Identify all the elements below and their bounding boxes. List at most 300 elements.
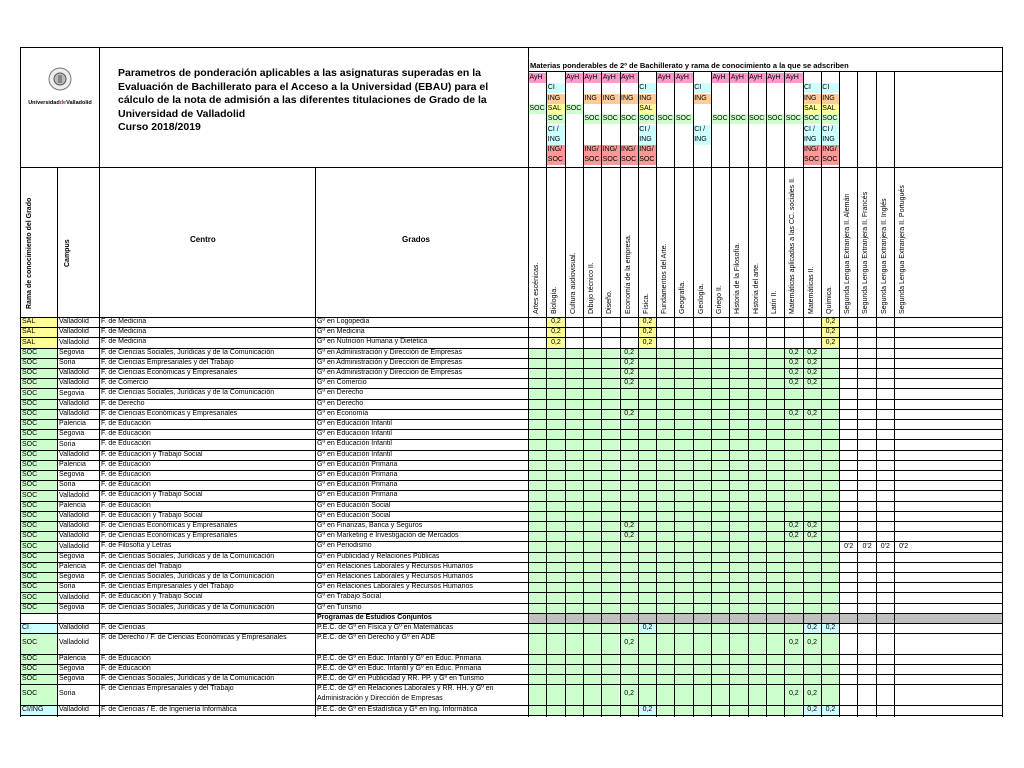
subject-cell-bg	[547, 349, 564, 358]
subject-cell-bg	[712, 400, 729, 409]
subject-tag: ING	[803, 135, 821, 145]
subject-cell-bg	[712, 389, 729, 398]
weight-value: 0'2	[880, 542, 890, 550]
subject-cell-bg	[675, 563, 692, 572]
weight-value: 0,2	[624, 690, 635, 698]
subject-cell-bg	[767, 359, 784, 368]
subject-cell-bg	[694, 706, 711, 715]
subject-cell-bg	[602, 318, 619, 327]
subject-cell-bg	[730, 522, 747, 531]
subject-cell-bg	[694, 389, 711, 398]
subject-cell-bg	[675, 461, 692, 470]
centro-label: F. de Educación y Trabajo Social	[101, 491, 203, 499]
subject-cell-bg	[675, 349, 692, 358]
weight-value: 0,2	[825, 318, 836, 326]
subject-cell-bg	[547, 583, 564, 592]
weight-value: 0,2	[807, 379, 818, 387]
title-line-2: Evaluación de Bachillerato para el Acceso a la Universidad (EBAU) para el	[118, 80, 489, 93]
subject-cell-bg	[840, 328, 857, 337]
campus-label: Segovia	[59, 603, 85, 611]
subject-tag: ING/	[602, 145, 620, 155]
subject-cell-bg	[639, 655, 656, 664]
subject-cell-bg	[895, 420, 912, 429]
centro-label: F. de Ciencias	[101, 624, 145, 631]
subject-cell-bg	[767, 420, 784, 429]
subject-cell-bg	[675, 471, 692, 480]
subject-cell-bg	[584, 532, 601, 541]
rama-label: SOC	[22, 369, 38, 377]
subject-name: Artes escénicas.	[533, 262, 540, 314]
subject-cell-bg	[694, 593, 711, 602]
subject-cell-bg	[694, 451, 711, 460]
weight-value: 0,2	[807, 358, 818, 366]
subject-cell-bg	[840, 338, 857, 347]
campus-label: Soria	[59, 583, 76, 591]
subject-cell-bg	[694, 583, 711, 592]
subject-cell-bg	[621, 563, 638, 572]
subject-cell-bg	[602, 634, 619, 653]
subject-cell-bg	[529, 338, 546, 347]
subject-cell-bg	[822, 553, 839, 562]
subject-cell-bg	[584, 400, 601, 409]
subject-cell-bg	[840, 440, 857, 449]
subject-cell-bg	[602, 604, 619, 613]
subject-cell-bg	[712, 379, 729, 388]
subject-cell-bg	[895, 318, 912, 327]
subject-cell-bg	[767, 491, 784, 500]
subject-cell-bg	[822, 655, 839, 664]
weight-value: 0'2	[899, 542, 909, 550]
grado-label: Gº en Publicidad y Relaciones Públicas	[317, 552, 440, 560]
subject-cell-bg	[675, 655, 692, 664]
subject-cell-bg	[566, 553, 583, 562]
subject-tag: SOC	[620, 155, 638, 165]
subject-cell-bg	[767, 451, 784, 460]
subject-cell-bg	[730, 318, 747, 327]
grado-label: Gº en Educación Primaria	[317, 481, 398, 489]
subject-cell-bg	[694, 400, 711, 409]
subject-cell-bg	[639, 634, 656, 653]
subject-cell-bg	[621, 461, 638, 470]
subject-cell-bg	[657, 593, 674, 602]
subject-cell-bg	[639, 522, 656, 531]
subject-cell-bg	[785, 542, 802, 551]
subject-cell-bg	[566, 634, 583, 653]
subject-cell-bg	[840, 593, 857, 602]
subject-cell-bg	[877, 583, 894, 592]
subject-cell-bg	[785, 338, 802, 347]
subject-cell-bg	[749, 563, 766, 572]
subject-cell-bg	[657, 655, 674, 664]
subject-cell-bg	[895, 685, 912, 704]
subject-cell-bg	[712, 563, 729, 572]
subject-cell-bg	[767, 502, 784, 511]
subject-cell-bg	[804, 553, 821, 562]
subject-cell-bg	[895, 369, 912, 378]
centro-label: F. de Derecho / F. de Ciencias Económicas y Empresariales	[101, 634, 287, 642]
subject-cell-bg	[639, 665, 656, 674]
weight-value: 0,2	[642, 328, 653, 336]
subject-cell-bg	[675, 542, 692, 551]
subject-cell-bg	[767, 481, 784, 490]
rama-label: SOC	[22, 440, 38, 448]
subject-cell-bg	[785, 491, 802, 500]
weight-value: 0,2	[825, 624, 836, 632]
subject-cell-bg	[566, 522, 583, 531]
subject-cell-bg	[584, 522, 601, 531]
subject-cell-bg	[785, 583, 802, 592]
subject-cell-bg	[529, 349, 546, 358]
subject-tag: SAL	[821, 104, 839, 114]
subject-cell-bg	[694, 471, 711, 480]
grid-vline	[839, 71, 840, 715]
subject-tag: SOC	[529, 104, 547, 114]
subject-cell-bg	[621, 400, 638, 409]
subject-cell-bg	[675, 410, 692, 419]
subject-cell-bg	[712, 328, 729, 337]
subject-cell-bg	[675, 359, 692, 368]
subject-cell-bg	[675, 573, 692, 582]
subject-tag: ING	[583, 94, 601, 104]
subject-tag: SOC	[638, 114, 656, 124]
grid-bottom	[20, 715, 1002, 716]
centro-label: F. de Ciencias Sociales, Jurídicas y de la Comunicación	[101, 675, 275, 682]
subject-cell-bg	[858, 604, 875, 613]
weight-value: 0,2	[807, 522, 818, 530]
subject-cell-bg	[749, 420, 766, 429]
subject-cell-bg	[547, 491, 564, 500]
weight-value: 0,2	[807, 639, 818, 647]
subject-cell-bg	[840, 583, 857, 592]
subject-cell-bg	[529, 675, 546, 684]
subject-cell-bg	[657, 430, 674, 439]
subject-cell-bg	[767, 542, 784, 551]
campus-label: Valladolid	[59, 705, 89, 713]
subject-cell-bg	[895, 604, 912, 613]
subject-cell-bg	[639, 512, 656, 521]
subject-cell-bg	[730, 430, 747, 439]
rama-label: SOC	[22, 511, 38, 519]
subject-cell-bg	[547, 675, 564, 684]
subject-cell-bg	[566, 461, 583, 470]
subject-cell-bg	[895, 553, 912, 562]
subject-cell-bg	[602, 573, 619, 582]
subject-cell-bg	[547, 522, 564, 531]
subject-cell-bg	[657, 451, 674, 460]
subject-cell-bg	[694, 604, 711, 613]
subject-cell-bg	[529, 655, 546, 664]
subject-cell-bg	[822, 420, 839, 429]
subject-cell-bg	[657, 522, 674, 531]
subject-cell-bg	[529, 410, 546, 419]
subject-cell-bg	[712, 440, 729, 449]
subject-cell-bg	[749, 328, 766, 337]
header-grados: Grados	[402, 235, 431, 244]
grid-vline	[729, 71, 730, 715]
subject-cell-bg	[621, 502, 638, 511]
subject-cell-bg	[547, 573, 564, 582]
subject-cell-bg	[840, 359, 857, 368]
weight-value: 0,2	[788, 639, 799, 647]
subject-cell-bg	[858, 389, 875, 398]
subject-cell-bg	[602, 491, 619, 500]
subject-name: Dibujo técnico II.	[587, 262, 595, 314]
subject-cell-bg	[749, 349, 766, 358]
subject-cell-bg	[529, 481, 546, 490]
grado-label: P.E.C. de Gº en Derecho y Gº en ADE	[317, 634, 436, 642]
subject-cell-bg	[858, 451, 875, 460]
subject-cell-bg	[895, 675, 912, 684]
subject-cell-bg	[822, 665, 839, 674]
subject-cell-bg	[639, 573, 656, 582]
weight-value: 0,2	[551, 318, 561, 326]
subject-cell-bg	[621, 318, 638, 327]
subject-cell-bg	[675, 522, 692, 531]
subject-cell-bg	[785, 451, 802, 460]
grado-label: Gº en Administración y Dirección de Empresas	[317, 348, 462, 356]
grid-vline	[583, 71, 584, 715]
subject-cell-bg	[694, 553, 711, 562]
subject-tag: CI	[693, 83, 711, 93]
subject-cell-bg	[529, 502, 546, 511]
subject-cell-bg	[840, 512, 857, 521]
subject-cell-bg	[712, 593, 729, 602]
subject-cell-bg	[675, 481, 692, 490]
campus-label: Valladolid	[59, 379, 89, 387]
logo-word-3: Valladolid	[66, 100, 92, 106]
subject-cell-bg	[584, 491, 601, 500]
subject-cell-bg	[730, 675, 747, 684]
subject-cell-bg	[785, 328, 802, 337]
subject-cell-bg	[675, 685, 692, 704]
subject-cell-bg	[657, 349, 674, 358]
subject-cell-bg	[547, 461, 564, 470]
subject-cell-bg	[877, 624, 894, 633]
subject-cell-bg	[547, 471, 564, 480]
subject-tag: CI /	[803, 125, 821, 135]
subject-name: Fundamentos del Arte.	[661, 243, 669, 314]
subject-cell-bg	[749, 338, 766, 347]
subject-cell-bg	[858, 400, 875, 409]
subject-cell-bg	[730, 624, 747, 633]
grado-label: Gº en Trabajo Social	[317, 593, 382, 601]
grado-label: Gº en Educación Infantil	[317, 440, 392, 448]
subject-cell-bg	[877, 563, 894, 572]
subject-tag: SOC	[730, 114, 748, 124]
centro-label: F. de Ciencias Empresariales y del Trabajo	[101, 583, 234, 591]
campus-label: Soria	[59, 690, 76, 698]
subject-tag: ING	[620, 94, 638, 104]
subject-cell-bg	[602, 665, 619, 674]
subject-cell-bg	[657, 410, 674, 419]
subject-cell-bg	[584, 563, 601, 572]
campus-label: Segovia	[59, 552, 85, 560]
grado-label: Gº en Educación Infantil	[317, 450, 392, 458]
subject-cell-bg	[895, 522, 912, 531]
subject-cell-bg	[694, 461, 711, 470]
subject-cell-bg	[804, 451, 821, 460]
grid-vline	[894, 71, 895, 715]
subject-cell-bg	[785, 481, 802, 490]
subject-cell-bg	[767, 563, 784, 572]
subject-cell-bg	[621, 675, 638, 684]
subject-cell-bg	[895, 400, 912, 409]
subject-cell-bg	[730, 502, 747, 511]
subject-cell-bg	[602, 481, 619, 490]
campus-label: Palencia	[59, 654, 86, 662]
subject-cell-bg	[877, 481, 894, 490]
title-line-3: cálculo de la nota de admisión a las diferentes titulaciones de Grado de la	[118, 94, 487, 106]
subject-cell-bg	[804, 420, 821, 429]
campus-label: Segovia	[59, 389, 85, 397]
subject-cell-bg	[730, 461, 747, 470]
subject-cell-bg	[547, 430, 564, 439]
subject-cell-bg	[822, 604, 839, 613]
subject-cell-bg	[822, 451, 839, 460]
subject-cell-bg	[822, 532, 839, 541]
subject-cell-bg	[529, 359, 546, 368]
subject-cell-bg	[877, 451, 894, 460]
subject-name: Historia del arte.	[752, 263, 760, 314]
subject-cell-bg	[657, 532, 674, 541]
subject-cell-bg	[822, 369, 839, 378]
subject-cell-bg	[529, 389, 546, 398]
subject-cell-bg	[694, 481, 711, 490]
subject-cell-bg	[785, 440, 802, 449]
subject-tag: SOC	[657, 114, 675, 124]
weight-value: 0,2	[624, 379, 635, 387]
subject-cell-bg	[858, 512, 875, 521]
grid-vline	[711, 71, 712, 715]
grid-vline	[99, 167, 100, 715]
subject-cell-bg	[694, 420, 711, 429]
weight-value: 0,2	[624, 532, 635, 540]
subject-cell-bg	[730, 349, 747, 358]
subject-cell-bg	[877, 491, 894, 500]
campus-label: Valladolid	[59, 639, 89, 647]
weight-value: 0,2	[624, 369, 635, 377]
subject-cell-bg	[584, 665, 601, 674]
subject-cell-bg	[858, 706, 875, 715]
subject-cell-bg	[877, 502, 894, 511]
subject-cell-bg	[566, 471, 583, 480]
subject-cell-bg	[822, 481, 839, 490]
subject-cell-bg	[767, 532, 784, 541]
grid-vline	[601, 71, 602, 715]
subject-cell-bg	[529, 328, 546, 337]
subject-tag: SOC	[602, 155, 620, 165]
subject-cell-bg	[895, 665, 912, 674]
centro-label: F. de Ciencias Económicas y Empresariales	[101, 532, 238, 540]
subject-cell-bg	[895, 706, 912, 715]
rama-label: SOC	[22, 399, 38, 407]
subject-cell-bg	[529, 665, 546, 674]
subject-cell-bg	[566, 685, 583, 704]
subject-tag: SOC	[766, 114, 784, 124]
subject-tag: CI /	[693, 125, 711, 135]
subject-name: Griego II.	[716, 285, 723, 314]
subject-cell-bg	[694, 430, 711, 439]
weight-value: 0,2	[788, 369, 799, 377]
subject-cell-bg	[840, 655, 857, 664]
rama-label: SAL	[22, 338, 36, 346]
weight-value: 0,2	[807, 348, 818, 356]
subject-cell-bg	[767, 338, 784, 347]
grado-label: Gº en Administración y Dirección de Empresas	[317, 358, 462, 366]
grado-label: P.E.C. de Gº en Publicidad y RR. PP. y Gº en Turismo	[317, 675, 484, 682]
subject-cell-bg	[584, 461, 601, 470]
subject-cell-bg	[621, 706, 638, 715]
weight-value: 0,2	[788, 348, 799, 356]
subject-cell-bg	[529, 553, 546, 562]
subject-cell-bg	[858, 430, 875, 439]
weight-value: 0,2	[788, 522, 799, 530]
subject-tag: SAL	[547, 104, 565, 114]
frame-top	[20, 47, 1002, 48]
grid-vline	[857, 71, 858, 715]
subject-cell-bg	[675, 512, 692, 521]
subject-cell-bg	[639, 410, 656, 419]
subject-cell-bg	[804, 583, 821, 592]
grado-label: Gº en Relaciones Laborales y Recursos Humanos	[317, 573, 473, 580]
subject-cell-bg	[877, 328, 894, 337]
campus-label: Valladolid	[59, 532, 89, 540]
rama-label: SOC	[22, 690, 38, 698]
subject-cell-bg	[840, 532, 857, 541]
subject-tag: ING	[547, 94, 565, 104]
subject-cell-bg	[749, 634, 766, 653]
subject-cell-bg	[730, 471, 747, 480]
subject-cell-bg	[529, 685, 546, 704]
centro-label: F. de Ciencias Sociales, Jurídicas y de la Comunicación	[101, 389, 275, 397]
subject-cell-bg	[584, 369, 601, 378]
subject-cell-bg	[675, 318, 692, 327]
subject-cell-bg	[804, 440, 821, 449]
grado-label: Gº en Derecho	[317, 389, 364, 397]
weight-value: 0,2	[788, 532, 799, 540]
subject-cell-bg	[730, 328, 747, 337]
subject-cell-bg	[785, 389, 802, 398]
subject-cell-bg	[730, 583, 747, 592]
logo-word-2: de	[59, 100, 67, 106]
grid-vline	[693, 71, 694, 715]
rama-label: SAL	[22, 318, 36, 326]
subject-cell-bg	[804, 675, 821, 684]
subject-cell-bg	[840, 420, 857, 429]
subject-cell-bg	[749, 491, 766, 500]
centro-label: F. de Educación	[101, 430, 151, 438]
weight-value: 0,2	[624, 348, 635, 356]
centro-label: F. de Ciencias Económicas y Empresariales	[101, 369, 238, 376]
campus-label: Palencia	[59, 562, 86, 570]
subject-cell-bg	[657, 685, 674, 704]
subject-cell-bg	[895, 512, 912, 521]
subject-cell-bg	[822, 522, 839, 531]
subject-name: Segunda Lengua Extranjera II. Portugués	[899, 185, 906, 314]
grid-vline	[876, 71, 877, 715]
centro-label: F. de Derecho	[101, 399, 145, 407]
subject-cell-bg	[767, 400, 784, 409]
subject-cell-bg	[675, 624, 692, 633]
subject-cell-bg	[712, 522, 729, 531]
subject-cell-bg	[785, 604, 802, 613]
subject-cell-bg	[767, 440, 784, 449]
grado-label: Gº en Nutrición Humana y Dietética	[317, 338, 428, 346]
subject-cell-bg	[547, 410, 564, 419]
subject-cell-bg	[804, 573, 821, 582]
grid-vline	[546, 71, 547, 715]
subject-cell-bg	[657, 338, 674, 347]
